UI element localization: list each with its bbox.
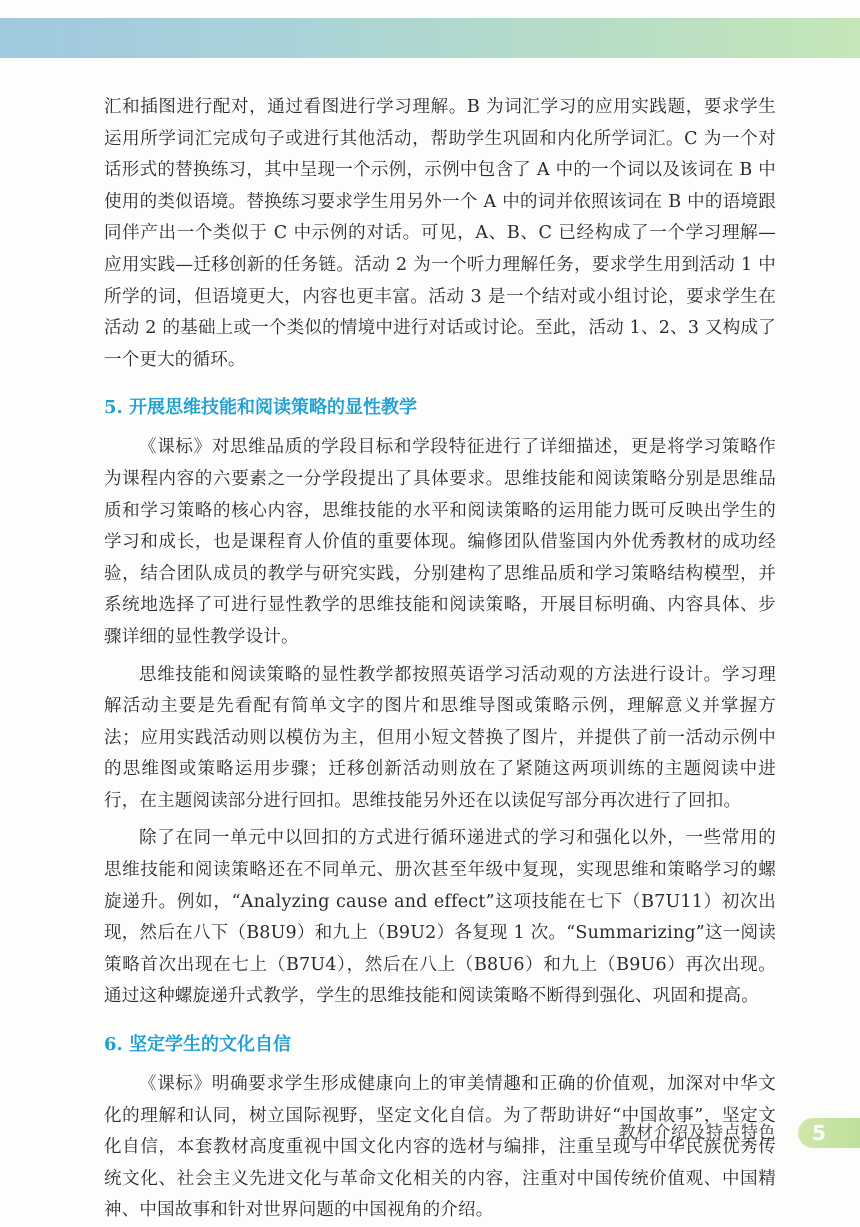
section-heading-6: 6. 坚定学生的文化自信	[104, 1034, 292, 1056]
page-number-badge	[798, 1118, 860, 1148]
page-number: 5	[812, 1121, 826, 1145]
footer-chapter-title: 教材介绍及特点特色	[618, 1123, 776, 1143]
body-paragraph: 思维技能和阅读策略的显性教学都按照英语学习活动观的方法进行设计。学习理解活动主要是先看配有简单文字的图片和思维导图或策略示例，理解意义并掌握方法；应用实践活动则以模仿为主，但用小短文替换了图片，并提供了前一活动示例中的思维图或策略运用步骤；迁移创新活动则放在了紧随这两项训练的主题阅读中进行，在主题阅读部分进行回扣。思维技能另外还在以读促写部分再次进行了回扣。	[104, 664, 776, 811]
body-paragraph: 除了在同一单元中以回扣的方式进行循环递进式的学习和强化以外，一些常用的思维技能和阅读策略还在不同单元、册次甚至年级中复现，实现思维和策略学习的螺旋递升。例如，“Analyzing cause and effect”这项技能在七下（B7U11）初次出现，然后在八下（B8U9）和九上（B9U2）各复现 1 次。“Summarizing”这一阅读策略首次出现在七上（B7U4），然后在八上（B8U6）和九上（B9U6）再次出现。通过这种螺旋递升式教学，学生的思维技能和阅读策略不断得到强化、巩固和提高。	[104, 828, 776, 1007]
body-paragraph: 《课标》明确要求学生形成健康向上的审美情趣和正确的价值观，加深对中华文化的理解和认同，树立国际视野，坚定文化自信。为了帮助讲好“中国故事”，坚定文化自信，本套教材高度重视中国文化内容的选材与编排，注重呈现与中华民族优秀传统文化、社会主义先进文化与革命文化相关的内容，注重对中国传统价值观、中国精神、中国故事和针对世界问题的中国视角的介绍。	[104, 1074, 776, 1221]
page-content	[104, 92, 776, 1227]
body-paragraph: 《课标》对思维品质的学段目标和学段特征进行了详细描述，更是将学习策略作为课程内容的六要素之一分学段提出了具体要求。思维技能和阅读策略分别是思维品质和学习策略的核心内容，思维技能的水平和阅读策略的运用能力既可反映出学生的学习和成长，也是课程育人价值的重要体现。编修团队借鉴国内外优秀教材的成功经验，结合团队成员的教学与研究实践，分别建构了思维品质和学习策略结构模型，并系统地选择了可进行显性教学的思维技能和阅读策略，开展目标明确、内容具体、步骤详细的显性教学设计。	[104, 437, 776, 647]
header-decorative-band	[0, 18, 860, 58]
section-heading-5: 5. 开展思维技能和阅读策略的显性教学	[104, 397, 418, 419]
body-paragraph-continued: 汇和插图进行配对，通过看图进行学习理解。B 为词汇学习的应用实践题，要求学生运用所学词汇完成句子或进行其他活动，帮助学生巩固和内化所学词汇。C 为一个对话形式的替换练习，其中呈现一个示例，示例中包含了 A 中的一个词以及该词在 B 中使用的类似语境。替换练习要求学生用另外一个 A 中的词并依照该词在 B 中的语境跟同伴产出一个类似于 C 中示例的对话。可见，A、B、C 已经构成了一个学习理解—应用实践—迁移创新的任务链。活动 2 为一个听力理解任务，要求学生用到活动 1 中所学的词，但语境更大，内容也更丰富。活动 3 是一个结对或小组讨论，要求学生在活动 2 的基础上或一个类似的情境中进行对话或讨论。至此，活动 1、2、3 又构成了一个更大的循环。	[104, 97, 776, 370]
